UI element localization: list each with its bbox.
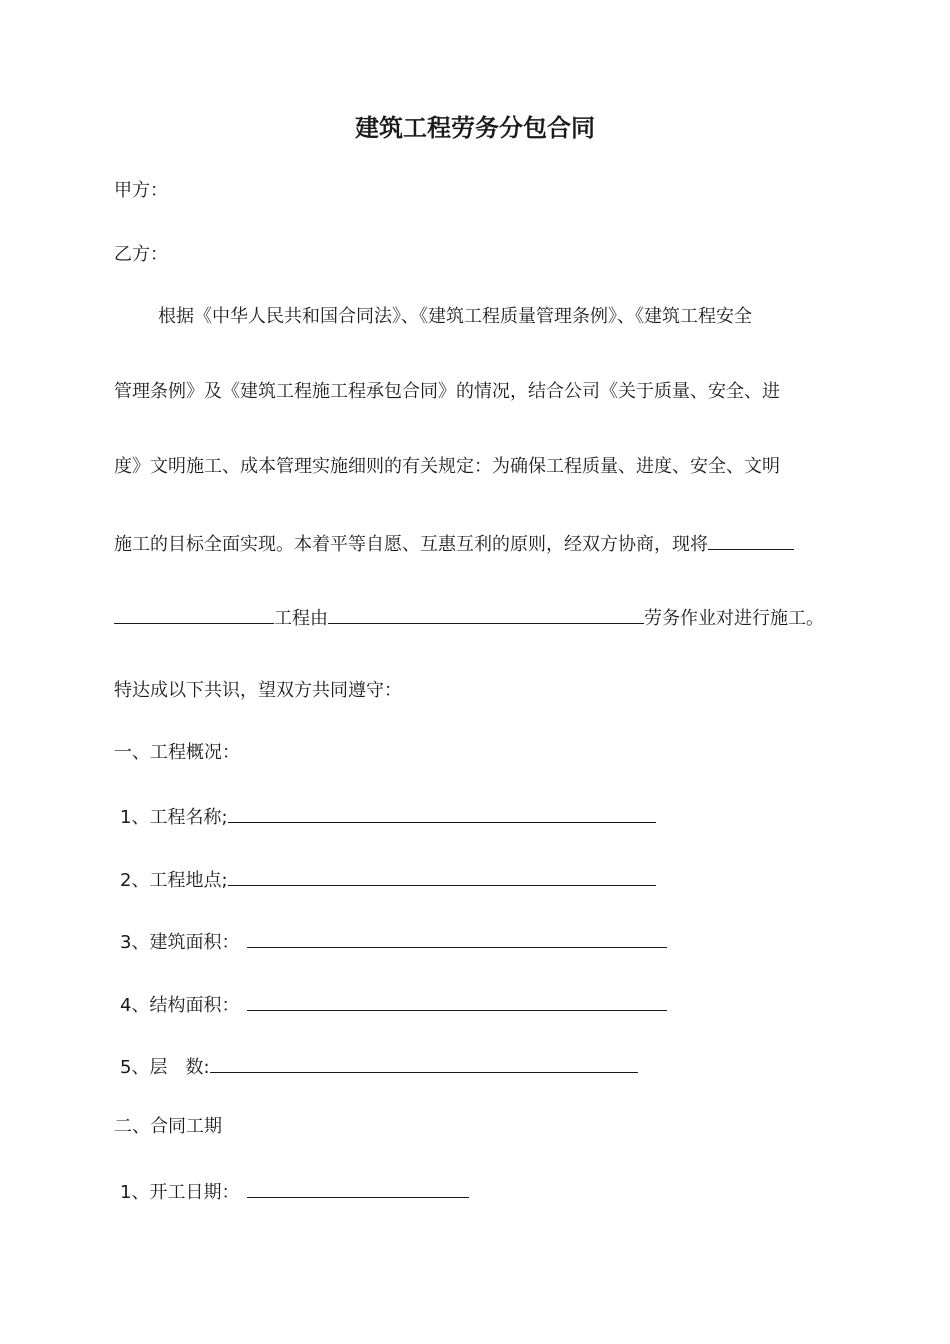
preamble-line-1: 根据《中华人民共和国合同法》、《建筑工程质量管理条例》、《建筑工程安全 [158, 306, 752, 327]
project-location-row [120, 865, 656, 894]
floors-row [120, 1052, 638, 1081]
preamble-line-3: 度》文明施工、成本管理实施细则的有关规定：为确保工程质量、进度、安全、文明 [114, 456, 780, 477]
preamble-line-5-text-b: 劳务作业对进行施工。 [644, 608, 824, 629]
preamble-line-5 [114, 603, 824, 632]
project-blank-end[interactable] [114, 603, 274, 624]
structure-area-label: 4、结构面积： [120, 995, 240, 1016]
preamble-line-2: 管理条例》及《建筑工程施工程承包合同》的情况，结合公司《关于质量、安全、进 [114, 381, 780, 402]
project-name-row [120, 802, 656, 831]
building-area-row [120, 927, 667, 956]
document-title: 建筑工程劳务分包合同 [355, 114, 595, 142]
section-1-heading: 一、工程概况： [114, 742, 240, 763]
start-date-row [120, 1177, 469, 1206]
project-name-label: 1、工程名称; [120, 807, 228, 828]
project-location-blank[interactable] [228, 865, 656, 886]
preamble-line-5-text-a: 工程由 [274, 608, 328, 629]
structure-area-row [120, 990, 667, 1019]
project-name-blank[interactable] [228, 802, 656, 823]
preamble-line-4 [114, 529, 794, 558]
start-date-label: 1、开工日期： [120, 1182, 240, 1203]
contractor-blank[interactable] [328, 603, 644, 624]
project-location-label: 2、工程地点; [120, 870, 228, 891]
party-a-label: 甲方： [114, 180, 168, 201]
start-date-blank[interactable] [247, 1177, 469, 1198]
preamble-line-4-text: 施工的目标全面实现。本着平等自愿、互惠互利的原则，经双方协商，现将 [114, 534, 708, 555]
structure-area-blank[interactable] [247, 990, 667, 1011]
consensus-text: 特达成以下共识，望双方共同遵守： [114, 680, 402, 701]
party-b-label: 乙方： [114, 244, 168, 265]
building-area-label: 3、建筑面积： [120, 932, 240, 953]
project-blank-start[interactable] [708, 529, 794, 550]
building-area-blank[interactable] [247, 927, 667, 948]
section-2-heading: 二、合同工期 [114, 1116, 222, 1137]
floors-label: 5、层 数: [120, 1057, 210, 1078]
floors-blank[interactable] [210, 1052, 638, 1073]
